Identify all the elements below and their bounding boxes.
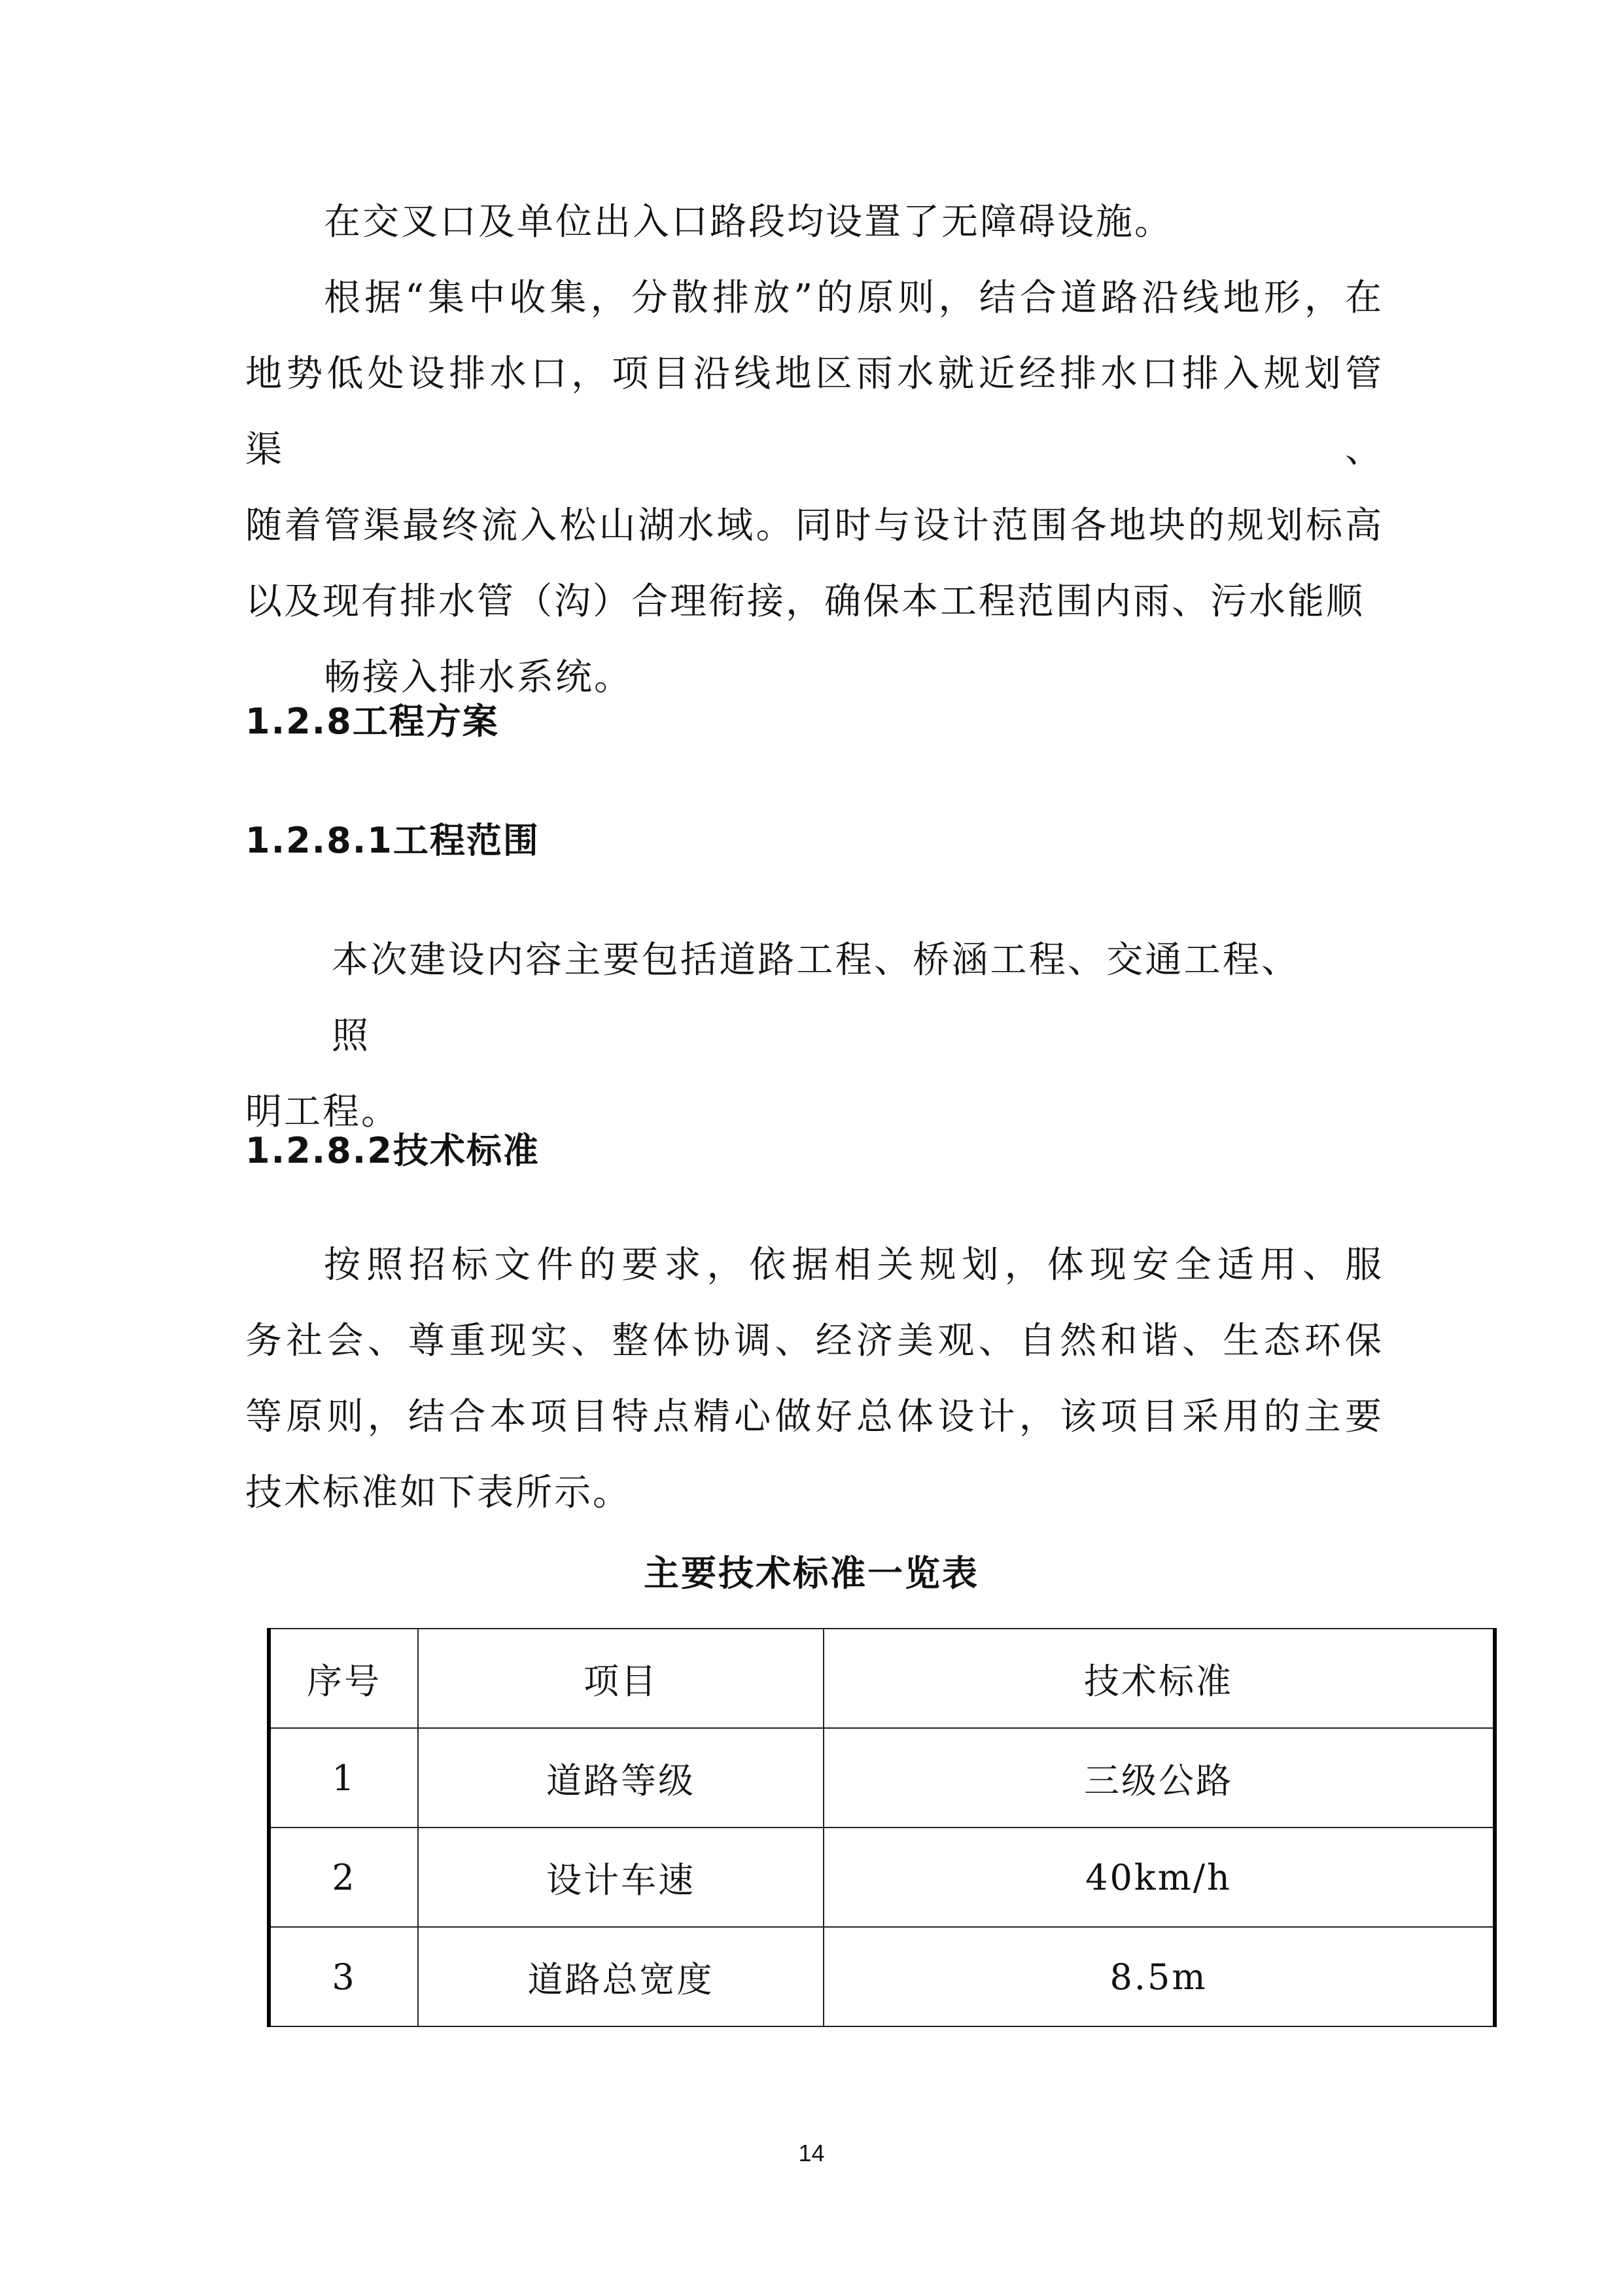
cell-index: 3: [269, 1927, 418, 2026]
table-caption: 主要技术标准一览表: [644, 1553, 979, 1594]
page-number: 14: [798, 2140, 825, 2166]
cell-standard: 40km/h: [824, 1828, 1495, 1927]
paragraph-standards: [245, 1227, 1384, 1531]
table-row: [269, 1728, 1495, 1828]
paragraph-line: 明工程。: [245, 1091, 400, 1133]
paragraph-line: 技术标准如下表所示。: [245, 1472, 631, 1514]
paragraph-line: 地势低处设排水口，项目沿线地区雨水就近经排水口排入规划管渠、: [245, 353, 1384, 471]
section-heading-technical-standards: 1.2.8.2技术标准: [245, 1130, 540, 1171]
header-cell-standard: 技术标准: [824, 1629, 1495, 1728]
paragraph-drainage: [245, 260, 1384, 716]
paragraph-line: 按照招标文件的要求，依据相关规划，体现安全适用、服: [324, 1244, 1384, 1286]
cell-item: 设计车速: [418, 1828, 824, 1927]
cell-index: 1: [269, 1728, 418, 1828]
header-cell-index: 序号: [269, 1629, 418, 1728]
paragraph-accessibility: [245, 185, 1384, 260]
cell-standard: 三级公路: [824, 1728, 1495, 1828]
paragraph-line: 等原则，结合本项目特点精心做好总体设计，该项目采用的主要: [245, 1396, 1384, 1438]
paragraph-line: 以及现有排水管（沟）合理衔接，确保本工程范围内雨、污水能顺: [245, 580, 1365, 623]
header-cell-item: 项目: [418, 1629, 824, 1728]
paragraph-line: 在交叉口及单位出入口路段均设置了无障碍设施。: [324, 201, 1173, 243]
paragraph-line: 畅接入排水系统。: [324, 656, 633, 699]
section-heading-engineering-scope: 1.2.8.1工程范围: [245, 820, 540, 861]
paragraph-line: 本次建设内容主要包括道路工程、桥涵工程、交通工程、照: [332, 939, 1300, 1057]
cell-standard: 8.5m: [824, 1927, 1495, 2026]
paragraph-line: 随着管渠最终流入松山湖水域。同时与设计范围各地块的规划标高: [245, 504, 1384, 547]
paragraph-line: 务社会、尊重现实、整体协调、经济美观、自然和谐、生态环保: [245, 1320, 1384, 1362]
technical-standards-table: [267, 1628, 1497, 2027]
paragraph-line: 根据“集中收集，分散排放”的原则，结合道路沿线地形，在: [324, 277, 1384, 319]
table-row: [269, 1828, 1495, 1927]
table-header-row: [269, 1629, 1495, 1728]
cell-index: 2: [269, 1828, 418, 1927]
section-heading-engineering-plan: 1.2.8工程方案: [245, 701, 499, 742]
cell-item: 道路等级: [418, 1728, 824, 1828]
table-row: [269, 1927, 1495, 2026]
cell-item: 道路总宽度: [418, 1927, 824, 2026]
paragraph-scope: [245, 923, 1384, 1150]
